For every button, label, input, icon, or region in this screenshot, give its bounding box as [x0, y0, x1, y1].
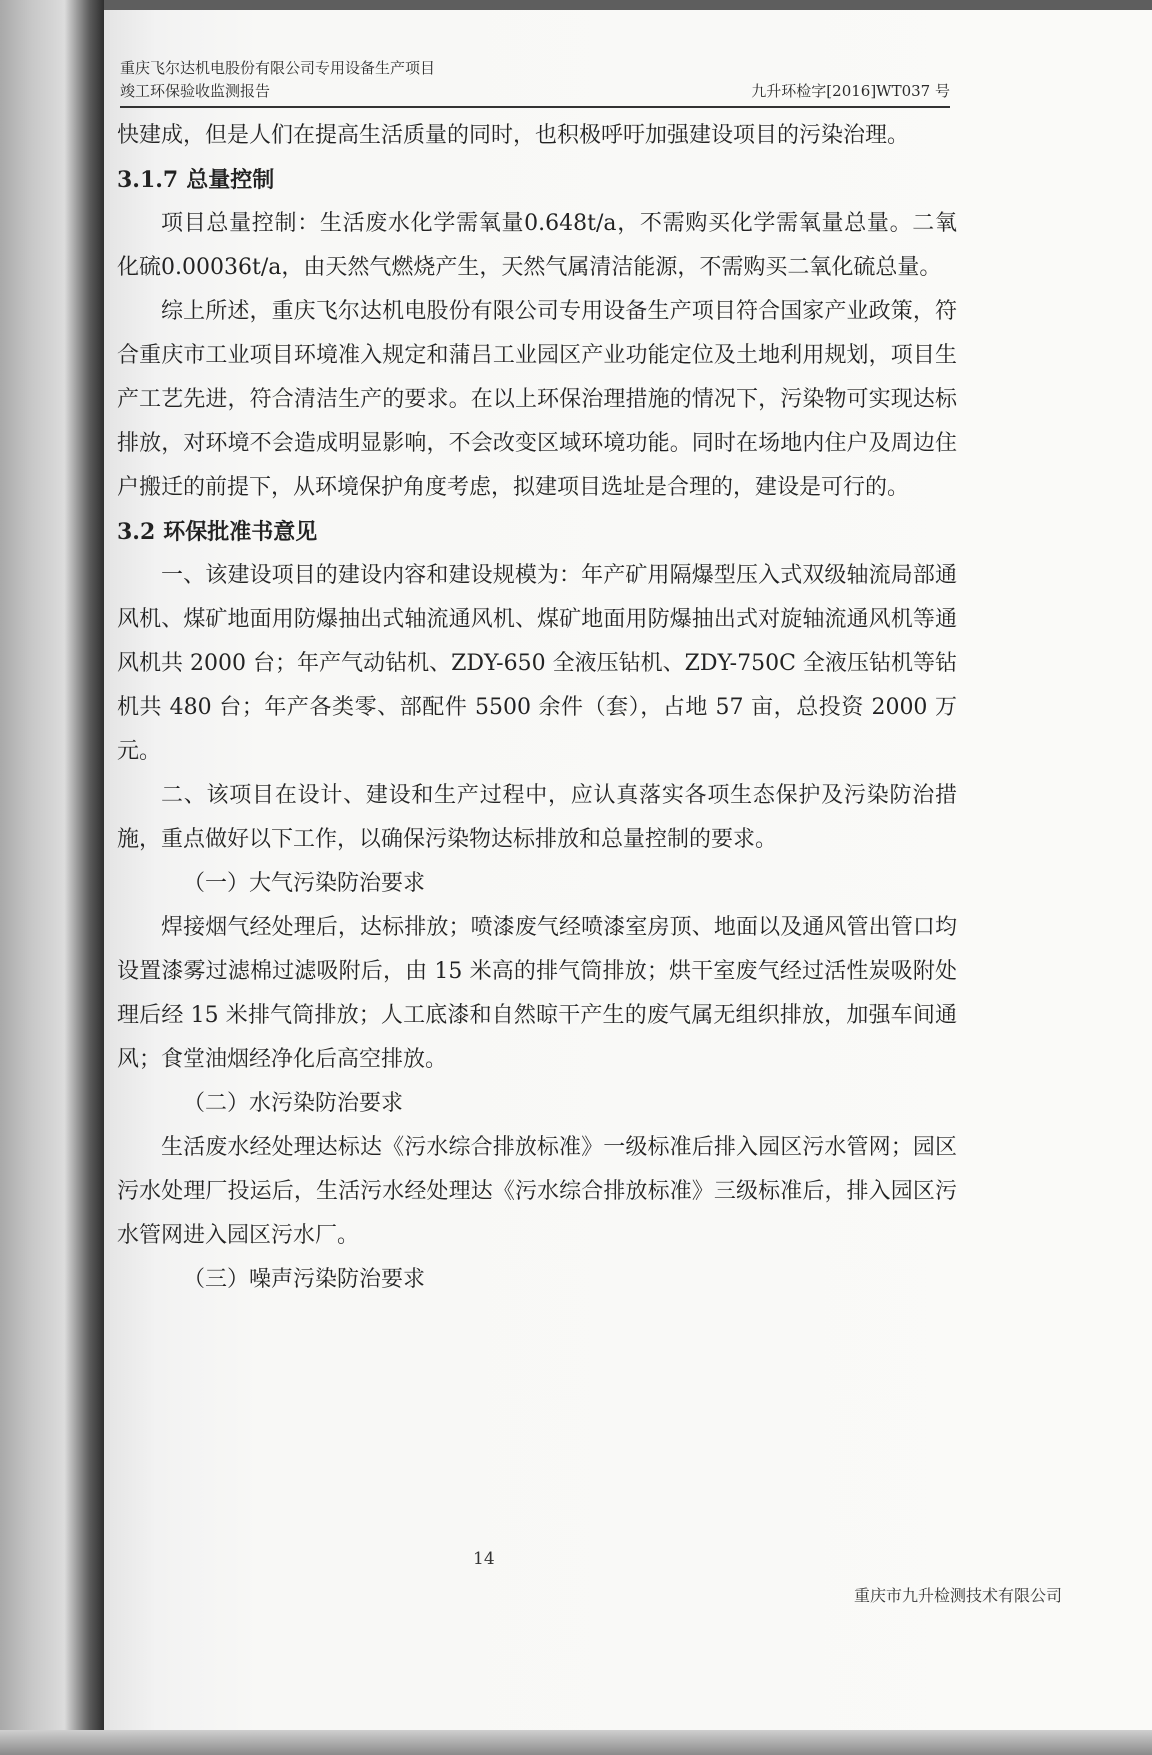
paragraph-conclusion: 综上所述，重庆飞尔达机电股份有限公司专用设备生产项目符合国家产业政策，符合重庆市工业项目环境准入规定和蒲吕工业园区产业功能定位及土地利用规划，项目生产工艺先进，符合清洁生产的要求。在以上环保治理措施的情况下，污染物可实现达标排放，对环境不会造成明显影响，不会改变区域环境功能。同时在场地内住户及周边住户搬迁的前提下，从环境保护角度考虑，拟建项目选址是合理的，建设是可行的。	[117, 299, 957, 500]
section-number: 3.1.7	[117, 167, 179, 193]
paragraph-water-pollution: 生活废水经处理达标达《污水综合排放标准》一级标准后排入园区污水管网；园区污水处理厂投运后，生活污水经处理达《污水综合排放标准》三级标准后，排入园区污水管网进入园区污水厂。	[117, 1135, 957, 1248]
subheading-water-pollution: （二）水污染防治要求	[183, 1091, 404, 1116]
paragraph-requirements-intro: 二、该项目在设计、建设和生产过程中，应认真落实各项生态保护及污染防治措施，重点做好以下工作，以确保污染物达标排放和总量控制的要求。	[117, 783, 957, 852]
subheading-noise-pollution: （三）噪声污染防治要求	[183, 1267, 426, 1292]
paragraph-air-pollution: 焊接烟气经处理后，达标排放；喷漆废气经喷漆室房顶、地面以及通风管出管口均设置漆雾过滤棉过滤吸附后，由 15 米高的排气筒排放；烘干室废气经过活性炭吸附处理后经 15 米排气筒排放；人工底漆和自然晾干产生的废气属无组织排放，加强车间通风；食堂油烟经净化后高空排放。	[117, 915, 957, 1072]
paragraph-construction-scope: 一、该建设项目的建设内容和建设规模为：年产矿用隔爆型压入式双级轴流局部通风机、煤矿地面用防爆抽出式轴流通风机、煤矿地面用防爆抽出式对旋轴流通风机等通风机共 2000 台；年产气动钻机、ZDY-650 全液压钻机、ZDY-750C 全液压钻机等钻机共 480 台；年产各类零、部配件 5500 余件（套），占地 57 亩，总投资 2000 万元。	[117, 563, 957, 764]
section-heading-3-1-7	[117, 158, 957, 202]
section-title: 总量控制	[186, 167, 275, 193]
page-header	[120, 57, 950, 107]
header-project-title: 重庆飞尔达机电股份有限公司专用设备生产项目	[120, 59, 436, 77]
header-divider	[120, 106, 950, 108]
section-title: 环保批准书意见	[163, 519, 318, 545]
section-heading-3-2	[117, 510, 957, 554]
subheading-air-pollution: （一）大气污染防治要求	[183, 871, 426, 896]
paragraph-continuation: 快建成，但是人们在提高生活质量的同时，也积极呼吁加强建设项目的污染治理。	[117, 123, 910, 148]
scan-bottom-edge	[0, 1730, 1152, 1755]
page-number: 14	[473, 1549, 495, 1569]
book-spine-shadow	[0, 0, 104, 1755]
header-document-number: 九升环检字[2016]WT037 号	[751, 82, 950, 100]
paragraph-total-control: 项目总量控制：生活废水化学需氧量0.648t/a，不需购买化学需氧量总量。二氧化硫0.00036t/a，由天然气燃烧产生，天然气属清洁能源，不需购买二氧化硫总量。	[117, 211, 957, 280]
section-number: 3.2	[117, 519, 156, 545]
header-report-title: 竣工环保验收监测报告	[120, 82, 271, 100]
page-body	[117, 114, 957, 1302]
footer-company-name: 重庆市九升检测技术有限公司	[853, 1586, 1062, 1605]
